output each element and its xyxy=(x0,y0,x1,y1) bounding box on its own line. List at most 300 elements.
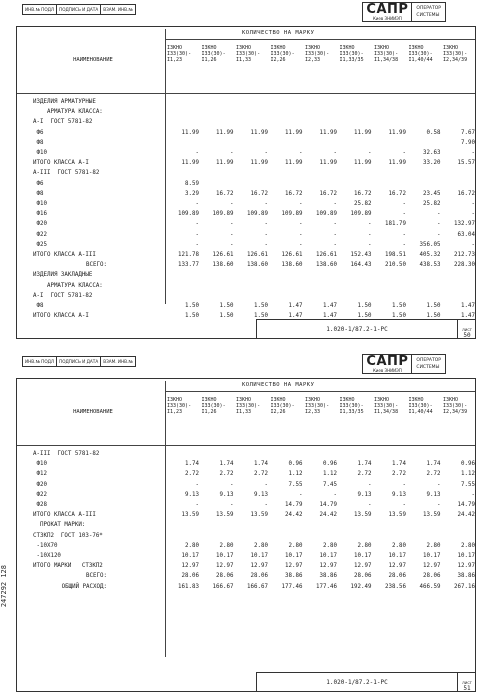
cell-value: 13.59 xyxy=(388,512,406,519)
document-code: 1.020-1/87.2-1-РС xyxy=(256,672,457,692)
cell-value: 0.96 xyxy=(288,461,303,468)
table-row xyxy=(33,563,475,570)
sapr-subtitle: Киев ЗНИИЭП xyxy=(372,16,402,21)
column-header-line: IЗКНО xyxy=(305,45,321,51)
table-row xyxy=(33,573,475,580)
table-row xyxy=(33,129,475,137)
cell-value: 1.50 xyxy=(185,303,199,309)
cell-value: 1.74 xyxy=(219,461,234,468)
cell-value: - xyxy=(333,201,337,207)
column-header-line: IЗЗ(30)- xyxy=(408,403,433,409)
column-header-line: IЗЗ(30)- xyxy=(374,51,399,57)
cell-value: 8.59 xyxy=(185,180,199,187)
cell-value: - xyxy=(437,231,441,238)
cell-value: 28.06 xyxy=(354,573,372,580)
cell-value: - xyxy=(195,221,199,228)
cell-value: 1.50 xyxy=(392,303,406,309)
cell-value: - xyxy=(368,221,372,228)
cell-value: 9.13 xyxy=(185,491,199,498)
cell-value: 9.13 xyxy=(392,491,406,498)
cell-value: 12.97 xyxy=(285,563,303,570)
table-row xyxy=(33,139,475,147)
table-row xyxy=(33,211,475,218)
cell-value: 2.72 xyxy=(357,471,372,478)
sheet-50 xyxy=(6,0,480,343)
column-header-line: IЗКНО xyxy=(270,397,286,403)
cell-value: 132.97 xyxy=(454,221,475,228)
table-row xyxy=(33,170,467,177)
column-header-line: IЗКНО xyxy=(443,45,459,51)
cell-value: - xyxy=(230,150,234,156)
column-header-line: IЗЗ(30)- xyxy=(339,51,364,57)
cell-value: 2.80 xyxy=(461,542,475,549)
cell-value: - xyxy=(437,481,441,488)
table-row xyxy=(33,491,475,499)
cell-value: 38.86 xyxy=(319,573,337,580)
cell-value: 0.96 xyxy=(461,461,475,468)
table-row xyxy=(33,461,475,468)
column-header-line: IЗЗ(30)- xyxy=(374,403,399,409)
cell-value: 7.55 xyxy=(288,481,303,488)
column-header xyxy=(202,45,226,63)
cell-value: - xyxy=(471,241,475,248)
column-header xyxy=(443,45,467,63)
row-label: ПРОКАТ МАРКИ: xyxy=(33,522,86,529)
cell-value: 1.50 xyxy=(185,313,199,320)
cell-value: 25.82 xyxy=(354,201,372,207)
cell-value: - xyxy=(230,231,234,238)
cell-value: 1.12 xyxy=(288,471,303,478)
column-header-line: I2,34/39 xyxy=(443,57,468,63)
cell-value: 138.60 xyxy=(247,262,268,269)
cell-value: 16.72 xyxy=(457,190,475,197)
cell-value: 9.13 xyxy=(254,491,268,498)
cell-value: 16.72 xyxy=(250,190,268,197)
cell-value: 228.30 xyxy=(454,262,475,269)
cell-value: 16.72 xyxy=(285,190,303,197)
cell-value: 1.50 xyxy=(219,303,234,309)
column-header-line: I1,23 xyxy=(167,409,183,415)
cell-value: - xyxy=(264,241,268,248)
cell-value: 11.99 xyxy=(285,129,303,136)
name-header: НАИМЕНОВАНИЕ xyxy=(73,57,113,63)
table-row xyxy=(33,109,467,116)
cell-value: 10.17 xyxy=(319,553,337,559)
stamp-signature-date: ПОДПИСЬ И ДАТА xyxy=(57,4,101,15)
table-frame xyxy=(16,26,476,339)
cell-value: - xyxy=(195,481,199,488)
column-header xyxy=(167,45,191,63)
cell-value: 138.60 xyxy=(212,262,234,269)
cell-value: 126.61 xyxy=(281,252,303,258)
cell-value: 1.74 xyxy=(254,461,268,468)
column-header xyxy=(236,45,260,63)
row-label: ОБЩИЙ РАСХОД: xyxy=(61,583,107,590)
cell-value: 1.74 xyxy=(426,461,441,468)
cell-value: - xyxy=(299,231,303,238)
cell-value: 63.04 xyxy=(457,231,475,238)
cell-value: 12.97 xyxy=(354,563,372,570)
cell-value: 1.50 xyxy=(254,303,268,309)
cell-value: 1.47 xyxy=(288,313,303,320)
cell-value: - xyxy=(368,481,372,488)
table-frame xyxy=(16,378,476,692)
table-row xyxy=(33,471,475,478)
column-header xyxy=(340,45,364,63)
cell-value: - xyxy=(402,502,406,508)
cell-value: 2.72 xyxy=(254,471,268,478)
cell-value: - xyxy=(402,481,406,488)
row-label: Ф22 xyxy=(33,491,47,498)
column-header-line: I2,33 xyxy=(305,409,321,415)
cell-value: 12.97 xyxy=(319,563,337,570)
cell-value: - xyxy=(299,221,303,228)
cell-value: 198.51 xyxy=(385,252,406,258)
cell-value: 33.20 xyxy=(423,160,441,167)
cell-value: 2.80 xyxy=(288,542,303,549)
row-label: Ф10 xyxy=(33,150,47,156)
table-row xyxy=(33,160,475,167)
cell-value: 2.80 xyxy=(219,542,234,549)
cell-value: 11.99 xyxy=(181,129,199,136)
column-header xyxy=(305,397,329,415)
cell-value: 11.99 xyxy=(216,129,234,136)
sheet-label: ЛИСТ xyxy=(462,328,472,332)
cell-value: 12.97 xyxy=(457,563,475,570)
column-header-line: IЗКНО xyxy=(339,397,355,403)
cell-value: 11.99 xyxy=(354,129,372,136)
table-row xyxy=(33,99,467,106)
column-header-line: I2,33 xyxy=(305,57,321,63)
column-header-line: IЗКНО xyxy=(201,45,217,51)
table-row xyxy=(33,481,475,489)
row-label: Ф12 xyxy=(33,471,47,478)
cell-value: 2.72 xyxy=(219,471,234,478)
operator-box: ОПЕРАТОР СИСТЕМЫ xyxy=(416,6,441,18)
column-header xyxy=(374,45,398,63)
column-header-line: IЗЗ(30)- xyxy=(236,403,261,409)
cell-value: 192.49 xyxy=(350,583,372,590)
cell-value: 267.16 xyxy=(454,583,475,590)
row-label: А-III ГОСТ 5781-82 xyxy=(33,451,100,457)
table-row xyxy=(33,542,475,550)
cell-value: 210.50 xyxy=(385,262,406,269)
column-header xyxy=(236,397,260,415)
cell-value: 126.61 xyxy=(212,252,234,258)
cell-value: 2.72 xyxy=(426,471,441,478)
cell-value: 13.59 xyxy=(354,512,372,519)
row-label: АРМАТУРА КЛАССА: xyxy=(33,282,103,289)
row-label: АРМАТУРА КЛАССА: xyxy=(33,109,103,116)
stamp-inv-podl: ИНВ.№ ПОДЛ xyxy=(22,356,57,367)
cell-value: - xyxy=(402,150,406,156)
cell-value: - xyxy=(368,150,372,156)
cell-value: 2.72 xyxy=(392,471,406,478)
column-header-line: IЗКНО xyxy=(236,397,252,403)
column-header-line: I1,34/38 xyxy=(374,57,399,63)
cell-value: 7.45 xyxy=(323,481,337,488)
column-header-line: IЗКНО xyxy=(374,397,390,403)
column-header-line: IЗКНО xyxy=(408,397,424,403)
row-label: ВСЕГО: xyxy=(86,262,107,269)
cell-value: 23.45 xyxy=(423,190,441,197)
cell-value: 11.99 xyxy=(388,160,406,167)
cell-value: 166.67 xyxy=(212,583,234,590)
column-header xyxy=(374,397,398,415)
cell-value: 1.50 xyxy=(254,313,268,320)
cell-value: - xyxy=(333,150,337,156)
row-label: Ф8 xyxy=(33,190,44,197)
document-code: 1.020-1/87.2-1-РС xyxy=(256,319,457,339)
cell-value: 12.97 xyxy=(216,563,234,570)
cell-value: 1.74 xyxy=(392,461,406,468)
cell-value: - xyxy=(299,241,303,248)
cell-value: 12.97 xyxy=(250,563,268,570)
cell-value: 16.72 xyxy=(354,190,372,197)
cell-value: 13.59 xyxy=(181,512,199,519)
cell-value: - xyxy=(471,201,475,207)
cell-value: - xyxy=(299,491,303,498)
cell-value: - xyxy=(437,502,441,508)
stamp-signature-date: ПОДПИСЬ И ДАТА xyxy=(57,356,101,367)
cell-value: 7.90 xyxy=(461,139,475,146)
sapr-logo-box xyxy=(362,2,446,22)
row-label: ИЗДЕЛИЯ АРМАТУРНЫЕ xyxy=(33,99,96,105)
column-header-line: I2,26 xyxy=(270,409,286,415)
cell-value: - xyxy=(368,502,372,508)
column-header-line: I1,33/35 xyxy=(339,409,364,415)
column-header-line: IЗКНО xyxy=(167,45,183,51)
table-row xyxy=(33,272,467,279)
column-header-line: IЗЗ(30)- xyxy=(201,51,226,57)
column-header-line: I1,23 xyxy=(167,57,183,63)
column-header-line: IЗКНО xyxy=(236,45,252,51)
row-label: Ф6 xyxy=(33,180,44,187)
table-row xyxy=(33,119,467,126)
cell-value: 1.50 xyxy=(392,313,406,320)
sheet-51 xyxy=(6,352,480,696)
cell-value: 126.61 xyxy=(316,252,337,258)
cell-value: 1.47 xyxy=(461,313,475,320)
cell-value: 1.50 xyxy=(357,313,372,320)
cell-value: 10.17 xyxy=(388,553,406,559)
cell-value: 25.82 xyxy=(423,201,441,207)
cell-value: - xyxy=(230,221,234,228)
cell-value: 10.17 xyxy=(457,553,475,559)
column-header-line: IЗКНО xyxy=(305,397,321,403)
sheet-label: ЛИСТ xyxy=(462,681,472,685)
row-label: Ф22 xyxy=(33,231,47,238)
cell-value: 9.13 xyxy=(357,491,372,498)
column-header-line: IЗКНО xyxy=(339,45,355,51)
row-label: А-I ГОСТ 5781-82 xyxy=(33,292,93,299)
column-header-line: I1,26 xyxy=(201,409,217,415)
cell-value: 13.59 xyxy=(250,512,268,519)
cell-value: 16.72 xyxy=(216,190,234,197)
cell-value: - xyxy=(230,241,234,248)
column-header-line: IЗЗ(30)- xyxy=(443,403,468,409)
cell-value: 11.99 xyxy=(181,160,199,167)
cell-value: 2.80 xyxy=(323,542,337,549)
cell-value: 16.72 xyxy=(388,190,406,197)
cell-value: - xyxy=(264,502,268,508)
cell-value: 3.29 xyxy=(185,190,199,197)
cell-value: 10.17 xyxy=(181,553,199,559)
cell-value: 10.17 xyxy=(285,553,303,559)
cell-value: 238.56 xyxy=(385,583,406,590)
column-header-line: IЗКНО xyxy=(408,45,424,51)
column-header xyxy=(305,45,329,63)
row-label: Ф16 xyxy=(33,211,47,218)
cell-value: 1.50 xyxy=(426,303,441,309)
cell-value: 405.32 xyxy=(419,252,441,258)
sapr-subtitle: Киев ЗНИИЭП xyxy=(372,368,402,373)
row-label: ИТОГО МАРКИ СТ3КП2 xyxy=(33,563,103,570)
table-row xyxy=(33,293,467,300)
cell-value: 10.17 xyxy=(216,553,234,559)
row-label: Ф20 xyxy=(33,481,47,488)
cell-value: 11.99 xyxy=(354,160,372,167)
sheet-number: 50 xyxy=(463,332,471,339)
cell-value: 1.12 xyxy=(323,471,337,478)
title-stamps xyxy=(22,356,136,367)
row-label: ИЗДЕЛИЯ ЗАКЛАДНЫЕ xyxy=(33,272,93,279)
column-header-line: IЗКНО xyxy=(167,397,183,403)
cell-value: 2.80 xyxy=(254,542,268,549)
sapr-logo: САПР xyxy=(366,2,409,17)
cell-value: 109.89 xyxy=(350,211,372,218)
cell-value: - xyxy=(264,481,268,488)
cell-value: 13.59 xyxy=(216,512,234,519)
column-header-line: I1,33 xyxy=(236,409,252,415)
cell-value: - xyxy=(230,201,234,207)
table-row xyxy=(33,190,475,198)
cell-value: 166.67 xyxy=(247,583,268,590)
table-row xyxy=(33,231,475,239)
cell-value: 14.79 xyxy=(285,502,303,508)
cell-value: 161.83 xyxy=(178,583,199,590)
cell-value: 109.89 xyxy=(212,211,234,218)
table-row xyxy=(33,181,467,188)
cell-value: 24.42 xyxy=(457,512,475,519)
cell-value: 11.99 xyxy=(216,160,234,167)
column-header xyxy=(202,397,226,415)
column-header-line: IЗЗ(30)- xyxy=(270,51,295,57)
cell-value: 2.80 xyxy=(392,542,406,549)
cell-value: 32.63 xyxy=(423,150,441,156)
row-label: Ф10 xyxy=(33,461,47,468)
column-header xyxy=(409,397,433,415)
cell-value: 11.99 xyxy=(319,160,337,167)
column-header-line: IЗКНО xyxy=(270,45,286,51)
cell-value: 121.78 xyxy=(178,252,199,258)
cell-value: 38.86 xyxy=(457,573,475,580)
cell-value: - xyxy=(368,231,372,238)
cell-value: 24.42 xyxy=(319,512,337,519)
cell-value: - xyxy=(299,150,303,156)
cell-value: - xyxy=(333,231,337,238)
column-header xyxy=(271,397,295,415)
quantity-header: КОЛИЧЕСТВО НА МАРКУ xyxy=(242,30,315,36)
table-row xyxy=(33,583,475,591)
cell-value: - xyxy=(195,502,199,508)
cell-value: 28.06 xyxy=(216,573,234,580)
row-label: Ф20 xyxy=(33,221,47,228)
row-label: Ф10 xyxy=(33,201,47,207)
column-header-line: I2,26 xyxy=(270,57,286,63)
stamp-vzam-inv: ВЗАМ. ИНВ.№ xyxy=(101,356,136,367)
cell-value: 12.97 xyxy=(423,563,441,570)
cell-value: 164.43 xyxy=(350,262,372,269)
cell-value: 15.57 xyxy=(457,160,475,167)
table-row xyxy=(33,512,475,519)
column-header-line: I1,33 xyxy=(236,57,252,63)
table-row xyxy=(33,201,475,208)
table-row xyxy=(33,502,475,509)
cell-value: - xyxy=(333,241,337,248)
cell-value: 1.47 xyxy=(461,303,475,309)
cell-value: 11.99 xyxy=(250,160,268,167)
cell-value: 1.47 xyxy=(323,303,337,309)
cell-value: 126.61 xyxy=(247,252,268,258)
title-stamps xyxy=(22,4,136,15)
column-header xyxy=(167,397,191,415)
cell-value: - xyxy=(368,241,372,248)
cell-value: 0.58 xyxy=(426,129,441,136)
cell-value: - xyxy=(195,150,199,156)
cell-value: - xyxy=(230,502,234,508)
column-header-line: IЗЗ(30)- xyxy=(167,51,192,57)
sheet-number: 51 xyxy=(463,685,471,692)
cell-value: 212.73 xyxy=(454,252,475,258)
cell-value: 0.96 xyxy=(323,461,337,468)
cell-value: - xyxy=(333,491,337,498)
cell-value: 152.43 xyxy=(350,252,372,258)
cell-value: 177.46 xyxy=(316,583,337,590)
column-header-line: I1,40/44 xyxy=(408,57,433,63)
row-label: -10Х70 xyxy=(33,542,58,549)
cell-value: - xyxy=(264,231,268,238)
column-header-line: IЗКНО xyxy=(201,397,217,403)
cell-value: 356.05 xyxy=(419,241,441,248)
cell-value: 1.47 xyxy=(288,303,303,309)
cell-value: - xyxy=(471,150,475,156)
cell-value: 1.50 xyxy=(426,313,441,320)
row-label: Ф6 xyxy=(33,129,44,136)
title-block xyxy=(256,672,476,692)
cell-value: 2.72 xyxy=(185,471,199,478)
column-header-line: I1,40/44 xyxy=(408,409,433,415)
row-label: А-I ГОСТ 5781-82 xyxy=(33,119,93,126)
row-label: Ф28 xyxy=(33,502,47,508)
cell-value: - xyxy=(471,211,475,218)
column-header-line: IЗКНО xyxy=(374,45,390,51)
cell-value: 11.99 xyxy=(250,129,268,136)
table-row xyxy=(33,241,475,249)
cell-value: 2.80 xyxy=(357,542,372,549)
sapr-logo-box xyxy=(362,354,446,374)
column-header-line: I1,26 xyxy=(201,57,217,63)
cell-value: - xyxy=(402,231,406,238)
column-header-line: IЗЗ(30)- xyxy=(408,51,433,57)
cell-value: 138.60 xyxy=(281,262,303,269)
cell-value: 2.80 xyxy=(426,542,441,549)
cell-value: 16.72 xyxy=(319,190,337,197)
cell-value: 109.89 xyxy=(316,211,337,218)
cell-value: 109.89 xyxy=(178,211,199,218)
cell-value: 177.46 xyxy=(281,583,303,590)
column-header-line: I1,33/35 xyxy=(339,57,364,63)
